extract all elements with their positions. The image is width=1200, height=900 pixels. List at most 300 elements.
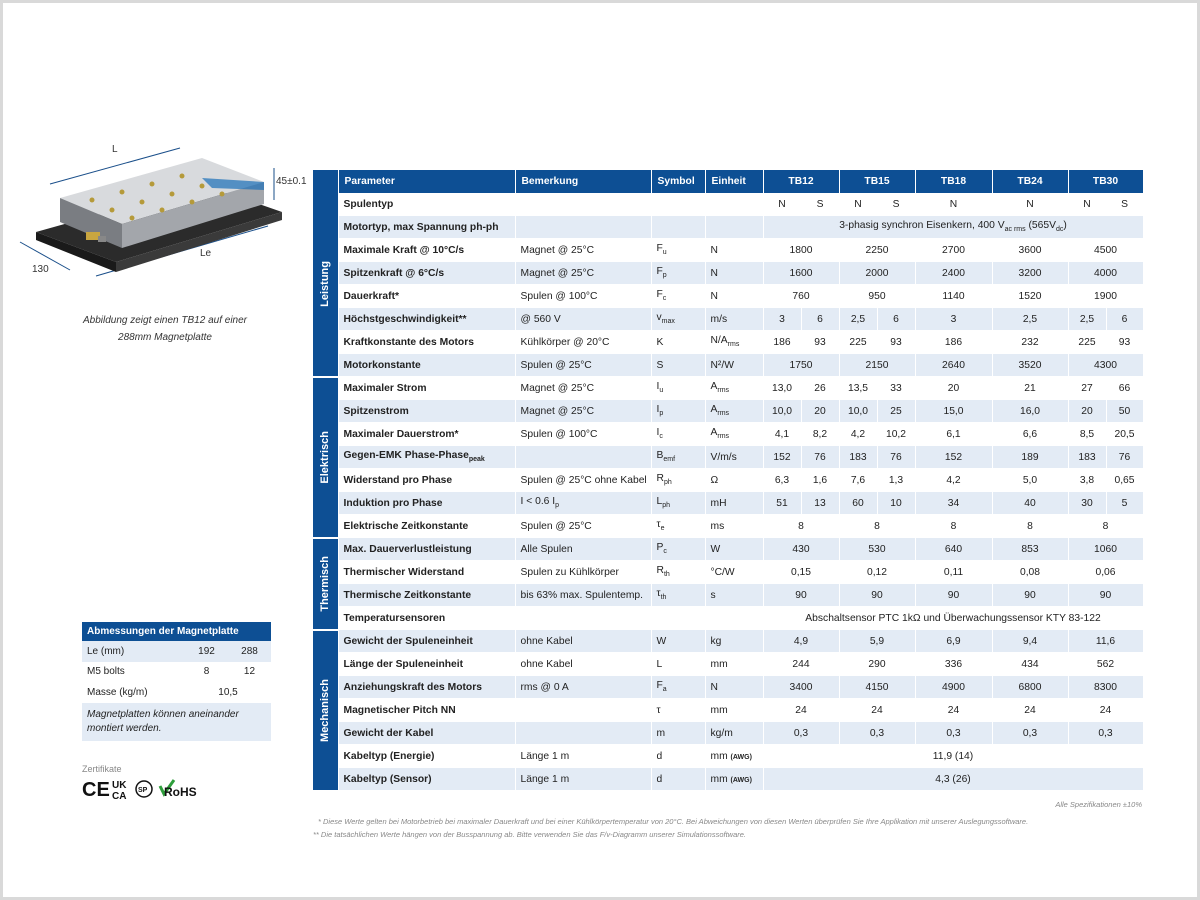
header-bemerkung: Bemerkung [515,170,651,193]
value-cell: 20 [1068,400,1106,423]
value-cell: 1140 [915,285,992,308]
cell-text: Gewicht der Spuleneinheit [343,635,473,647]
spec-row [313,584,1143,607]
value-cell: 3400 [763,676,839,699]
value-cell: 336 [915,653,992,676]
value-cell: 4150 [839,676,915,699]
cell-text: Maximaler Strom [343,382,427,394]
cell-text: Gewicht der Kabel [343,727,434,739]
value-cell: 6800 [992,676,1068,699]
remark-cell [515,193,651,216]
value-cell: N [915,193,992,216]
symbol-cell [651,538,705,561]
cell-text: N [710,681,718,693]
value-cell: 20,5 [1106,423,1143,446]
group-label-leistung [313,193,338,377]
cell-text: v [656,312,662,324]
cell-subscript: p [662,272,667,280]
unit-cell [705,699,763,722]
value-cell: 7,6 [839,469,877,492]
cell-text: Widerstand pro Phase [343,474,453,486]
value-cell: 6,6 [992,423,1068,446]
unit-cell [705,193,763,216]
cell-text: Höchstgeschwindigkeit** [343,313,467,325]
value-cell: S [877,193,915,216]
parameter-cell [338,400,515,423]
cell-text: m/s [710,313,728,325]
cell-subscript: c [659,433,663,441]
spec-row [313,446,1143,469]
remark-cell [515,308,651,331]
cell-text: S [656,359,664,371]
group-label-elektrisch [313,377,338,538]
header-model: TB15 [839,170,915,193]
value-cell: 4900 [915,676,992,699]
remark-cell [515,630,651,653]
symbol-cell [651,377,705,400]
value-cell: 25 [877,400,915,423]
cell-text: I [656,427,660,439]
group-label-text: Elektrisch [319,430,332,484]
value-cell: 3 [763,308,801,331]
magnet-row-value: 10,5 [218,686,238,698]
cell-subscript: rms [727,341,740,349]
cell-text: Anziehungskraft des Motors [343,681,482,693]
value-cell: 13,5 [839,377,877,400]
value-span-cell: 11,9 (14) [763,745,1143,768]
cell-text: F [656,266,663,278]
symbol-cell [651,630,705,653]
value-cell: 530 [839,538,915,561]
value-cell: 640 [915,538,992,561]
value-cell: 90 [1068,584,1143,607]
magnet-table-title: Abmessungen der Magnetplatte [82,622,271,641]
cell-text: I < 0.6 I [520,496,556,508]
value-cell: 8,2 [801,423,839,446]
value-cell: 60 [839,492,877,515]
value-cell: 90 [839,584,915,607]
value-span-cell [763,216,1143,239]
symbol-cell [651,607,705,630]
cell-subscript: c [663,548,667,556]
value-cell: 0,3 [763,722,839,745]
value-cell: 8 [915,515,992,538]
magnet-table-note: Magnetplatten können aneinander montiert werden. [82,703,271,741]
group-label-text: Leistung [319,261,332,308]
remark-cell [515,676,651,699]
value-cell: 0,3 [839,722,915,745]
value-cell: 6,9 [915,630,992,653]
symbol-cell [651,239,705,262]
remark-cell [515,331,651,354]
value-cell: 10,2 [877,423,915,446]
unit-cell [705,377,763,400]
spec-row [313,676,1143,699]
cell-text: Spulen @ 25°C [520,359,592,371]
magnet-row-value: 192 [185,641,228,662]
value-cell: 1900 [1068,285,1143,308]
header-model: TB30 [1068,170,1143,193]
unit-cell [705,515,763,538]
cell-text: Spulen @ 100°C [520,428,598,440]
value-cell: 51 [763,492,801,515]
cell-text: L [656,658,663,670]
value-cell: 183 [839,446,877,469]
value-cell: 1800 [763,239,839,262]
value-cell: 11,6 [1068,630,1143,653]
cell-text: Spulen @ 25°C [520,520,592,532]
value-cell: 225 [1068,331,1106,354]
certificate-logos [82,776,212,802]
value-cell: 853 [992,538,1068,561]
tolerance-note: Alle Spezifikationen ±10% [1055,800,1142,809]
spec-row [313,699,1143,722]
value-cell: 13,0 [763,377,801,400]
symbol-cell [651,446,705,469]
parameter-cell [338,699,515,722]
symbol-cell [651,722,705,745]
cell-text: Spitzenkraft @ 6°C/s [343,267,445,279]
remark-cell [515,538,651,561]
remark-cell [515,377,651,400]
remark-cell [515,584,651,607]
value-cell: 0,15 [763,561,839,584]
parameter-cell [338,262,515,285]
value-cell: 4000 [1068,262,1143,285]
value-cell: 93 [1106,331,1143,354]
parameter-cell [338,446,515,469]
value-cell: 2150 [839,354,915,377]
spec-row [313,423,1143,446]
header-model: TB24 [992,170,1068,193]
value-cell: 20 [801,400,839,423]
value-cell: 40 [992,492,1068,515]
cell-text: mm [710,750,728,762]
symbol-cell [651,469,705,492]
symbol-cell [651,676,705,699]
cell-text: τ [656,704,661,716]
cell-text: Max. Dauerverlustleistung [343,543,472,555]
cell-text: (565V [1025,220,1056,232]
value-cell: N [1068,193,1106,216]
cell-subscript: dc [1055,226,1064,234]
cell-text: Länge 1 m [520,773,570,785]
header-einheit: Einheit [705,170,763,193]
cell-text: °C/W [710,566,735,578]
spec-row [313,400,1143,423]
unit-cell [705,331,763,354]
cell-text: N [710,267,718,279]
unit-cell [705,653,763,676]
value-cell: 4,9 [763,630,839,653]
value-span-cell: Abschaltsensor PTC 1kΩ und Überwachungssensor KTY 83-122 [763,607,1143,630]
value-cell: 93 [801,331,839,354]
spec-row [313,377,1143,400]
unit-cell [705,722,763,745]
spec-header-row [313,170,1143,193]
spec-row [313,239,1143,262]
dim-label-height: 45±0.1 [276,176,307,187]
linear-motor-image [12,140,312,300]
footnote-1: * Diese Werte gelten bei Motorbetrieb bei maximaler Dauerkraft und bei einer Kühlkörpertemperatur von 20°C. Bei Abweichungen von diesen Werten überprüfen Sie Ihre Applikation mit unserer Auslegungssoftware. [318,817,1029,826]
cell-text: Thermische Zeitkonstante [343,589,472,601]
cell-text: kg/m [710,727,733,739]
cell-text: Dauerkraft* [343,290,400,302]
value-cell: 24 [1068,699,1143,722]
remark-cell [515,354,651,377]
cell-subscript: rms [717,410,730,418]
spec-row [313,630,1143,653]
value-cell: 225 [839,331,877,354]
cell-text: s [710,589,716,601]
cell-text: τ [656,519,661,531]
unit-cell [705,469,763,492]
value-cell: 0,08 [992,561,1068,584]
caption-line: Abbildung zeigt einen TB12 auf einer [82,315,247,326]
symbol-cell [651,354,705,377]
header-symbol: Symbol [651,170,705,193]
cell-text: Länge der Spuleneinheit [343,658,464,670]
spec-row [313,285,1143,308]
value-cell: 186 [763,331,801,354]
value-cell: 24 [839,699,915,722]
spec-row [313,216,1143,239]
cell-text: R [656,473,664,485]
value-cell: 13 [801,492,839,515]
value-cell: 4300 [1068,354,1143,377]
value-cell: 66 [1106,377,1143,400]
parameter-cell [338,515,515,538]
cell-text: Magnet @ 25°C [520,382,595,394]
spec-row [313,538,1143,561]
parameter-cell [338,423,515,446]
certificates-label: Zertifikate [82,764,122,774]
parameter-cell [338,768,515,791]
spec-row [313,354,1143,377]
cell-text: W [710,543,721,555]
ce-mark-icon [82,779,110,801]
value-cell: 90 [992,584,1068,607]
footnote-2: ** Die tatsächlichen Werte hängen von der Busspannung ab. Bitte verwenden Sie das F/v-Diagramm unserer Simulationssoftware. [313,830,747,839]
parameter-cell [338,354,515,377]
cell-subscript: rms [717,433,730,441]
dim-label-width: 130 [32,264,49,275]
value-cell: 16,0 [992,400,1068,423]
value-cell: 290 [839,653,915,676]
symbol-cell [651,400,705,423]
value-cell: 50 [1106,400,1143,423]
spec-row [313,745,1143,768]
cell-text: Spitzenstrom [343,405,409,417]
value-cell: 6 [1106,308,1143,331]
spec-row [313,193,1143,216]
value-cell: 24 [992,699,1068,722]
cell-subscript: a [662,686,667,694]
unit-cell [705,239,763,262]
unit-cell [705,538,763,561]
value-cell: 76 [1106,446,1143,469]
spec-row [313,607,1143,630]
cell-subscript: ph [662,502,671,510]
value-cell: 1750 [763,354,839,377]
header-model: TB18 [915,170,992,193]
cell-text: Maximale Kraft @ 10°C/s [343,244,465,256]
value-cell: 1060 [1068,538,1143,561]
parameter-cell [338,377,515,400]
parameter-cell [338,561,515,584]
value-cell: 1,3 [877,469,915,492]
symbol-cell [651,653,705,676]
cell-text: d [656,773,663,785]
symbol-cell [651,216,705,239]
parameter-cell [338,285,515,308]
value-cell: 2000 [839,262,915,285]
value-cell: 4,1 [763,423,801,446]
cell-subscript: u [662,249,667,257]
unit-cell [705,308,763,331]
rohs-mark-icon [160,780,197,799]
cell-subscript: ac rms [1004,226,1026,234]
parameter-cell [338,745,515,768]
value-cell: 760 [763,285,839,308]
cell-subscript: p [659,410,664,418]
symbol-cell [651,423,705,446]
header-model: TB12 [763,170,839,193]
value-cell: 24 [763,699,839,722]
motor-illustration [12,140,312,300]
header-blank [313,170,338,193]
value-cell: 0,3 [1068,722,1143,745]
value-cell: 8 [763,515,839,538]
value-cell: S [1106,193,1143,216]
cell-text: Kraftkonstante des Motors [343,336,474,348]
parameter-cell [338,469,515,492]
value-cell: 8 [1068,515,1143,538]
spec-row [313,492,1143,515]
parameter-cell [338,584,515,607]
cell-subscript: c [662,295,667,303]
cell-subscript: rms [717,387,730,395]
symbol-cell [651,331,705,354]
group-label-thermisch [313,538,338,630]
cell-text: Maximaler Dauerstrom* [343,428,459,440]
value-cell: 232 [992,331,1068,354]
unit-cell [705,768,763,791]
spec-row [313,308,1143,331]
cell-text: F [656,680,663,692]
cell-text: I [656,404,660,416]
cell-text: F [656,289,663,301]
cell-subscript: u [659,387,664,395]
value-cell: 6 [877,308,915,331]
cell-text: m [656,727,666,739]
remark-cell [515,400,651,423]
value-cell: 10 [877,492,915,515]
value-cell: 0,3 [915,722,992,745]
value-cell: 152 [915,446,992,469]
magnet-row-value: 12 [243,666,256,678]
parameter-cell [338,538,515,561]
value-cell: 6,1 [915,423,992,446]
value-cell: 4,2 [839,423,877,446]
unit-cell [705,400,763,423]
cell-text: d [656,750,663,762]
cell-text: rms @ 0 A [520,681,569,693]
cell-text: Spulentyp [343,198,394,210]
dim-label-Le: Le [200,248,212,259]
value-cell: S [801,193,839,216]
value-cell: 30 [1068,492,1106,515]
awg-label: (AWG) [730,753,752,761]
cell-text: τ [656,588,661,600]
value-cell: 950 [839,285,915,308]
symbol-cell [651,561,705,584]
unit-cell [705,492,763,515]
value-cell: 0,12 [839,561,915,584]
spec-row [313,768,1143,791]
value-cell: 20 [915,377,992,400]
value-cell: 1,6 [801,469,839,492]
cell-text: Ω [710,474,719,486]
remark-cell [515,722,651,745]
remark-cell [515,423,651,446]
value-cell: 8300 [1068,676,1143,699]
ukca-mark-icon [112,780,127,802]
value-cell: 2250 [839,239,915,262]
remark-cell [515,515,651,538]
cell-text: N [710,244,718,256]
value-cell: 0,65 [1106,469,1143,492]
cell-text: P [656,542,664,554]
symbol-cell [651,308,705,331]
value-cell: 434 [992,653,1068,676]
cell-text: N/A [710,335,728,347]
cell-text: Elektrische Zeitkonstante [343,520,469,532]
value-cell: 6 [801,308,839,331]
cell-text: Kabeltyp (Energie) [343,750,435,762]
parameter-cell [338,193,515,216]
value-cell: 27 [1068,377,1106,400]
remark-cell [515,469,651,492]
group-label-text: Thermisch [319,555,332,612]
parameter-cell [338,630,515,653]
value-cell: 8 [992,515,1068,538]
cell-text: A [710,404,718,416]
value-cell: 562 [1068,653,1143,676]
parameter-cell [338,239,515,262]
value-cell: 189 [992,446,1068,469]
value-cell: 93 [877,331,915,354]
remark-cell [515,768,651,791]
value-cell: 1520 [992,285,1068,308]
cell-subscript: e [660,525,665,533]
value-cell: 10,0 [763,400,801,423]
cell-subscript: emf [663,456,676,464]
spec-row [313,331,1143,354]
cell-text: Länge 1 m [520,750,570,762]
symbol-cell [651,193,705,216]
cell-text: ms [710,520,725,532]
unit-cell [705,607,763,630]
spec-row [313,561,1143,584]
parameter-cell [338,722,515,745]
symbol-cell [651,492,705,515]
cell-text: A [710,427,718,439]
value-cell: 3200 [992,262,1068,285]
parameter-cell [338,308,515,331]
value-cell: N [992,193,1068,216]
cell-text: A [710,381,718,393]
